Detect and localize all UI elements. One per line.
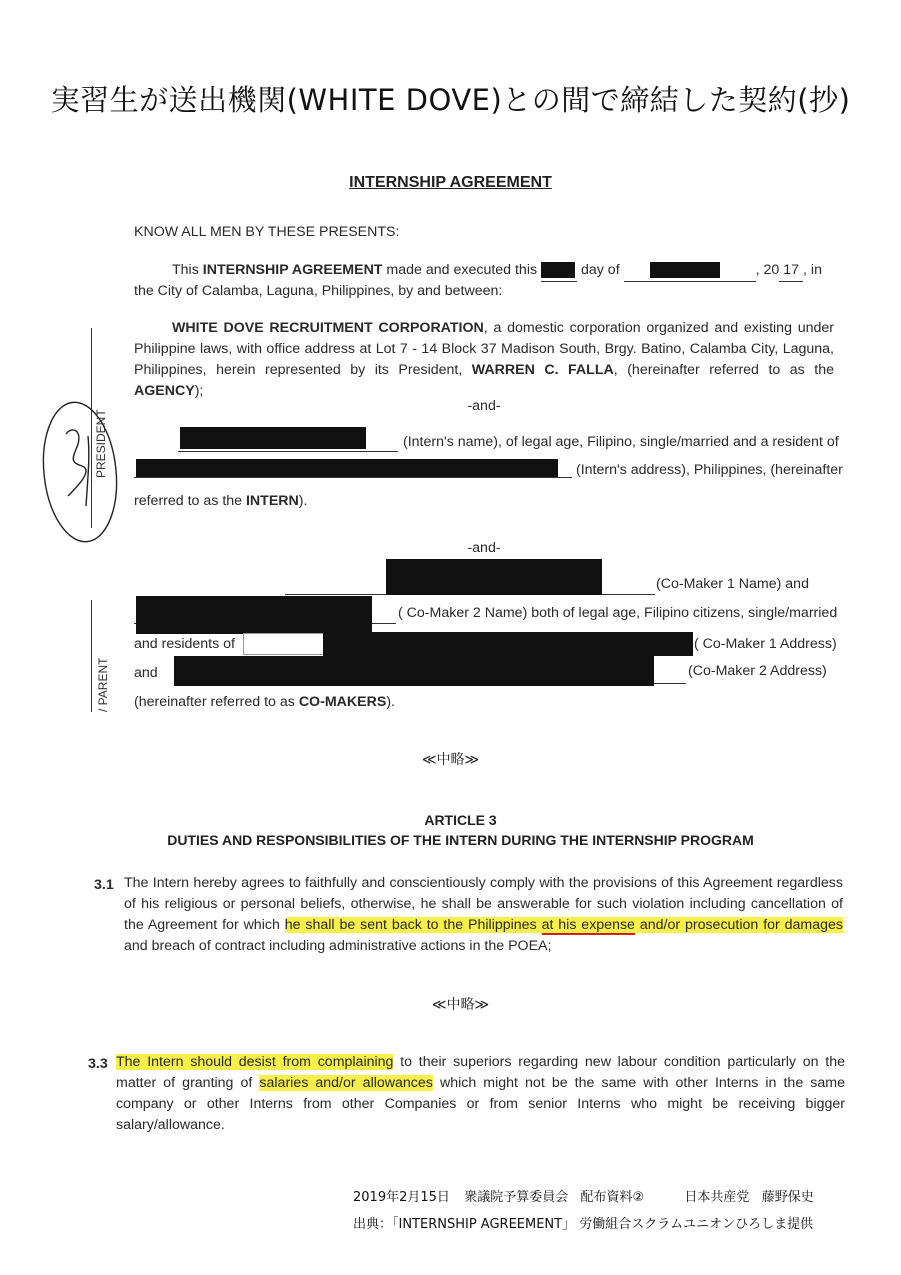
intro-day: day of <box>580 262 620 278</box>
omission-marker-2: ≪中略≫ <box>431 997 490 1013</box>
agency-president: WARREN C. FALLA <box>471 362 614 378</box>
comaker-line-1: (Co-Maker 1 Name) and <box>656 576 809 592</box>
article-number: ARTICLE 3 <box>424 812 497 828</box>
section-3-3-text <box>116 1052 845 1136</box>
s31-text-2: and breach of contract including administrative actions in the POEA; <box>124 938 552 954</box>
intro-in: , in <box>803 262 822 278</box>
omission-marker-1: ≪中略≫ <box>421 752 480 768</box>
footer-line-1 <box>353 1186 814 1205</box>
redaction-comaker2-name <box>136 596 372 634</box>
know-all-line: KNOW ALL MEN BY THESE PRESENTS: <box>134 224 400 240</box>
intern-line-1: (Intern's name), of legal age, Filipino, single/married and a resident of <box>403 434 839 450</box>
comaker-line-3b: ( Co-Maker 1 Address) <box>694 636 837 652</box>
agency-name: WHITE DOVE RECRUITMENT CORPORATION <box>172 320 484 336</box>
comaker-line-2: ( Co-Maker 2 Name) both of legal age, Filipino citizens, single/married <box>398 605 838 621</box>
intro-year: 17 <box>779 260 803 282</box>
s33-highlight-2: salaries and/or allowances <box>259 1075 433 1091</box>
comaker-line-4a: and <box>134 665 158 681</box>
comaker-text-5a: (hereinafter referred to as <box>134 694 299 710</box>
comaker-term: CO-MAKERS <box>298 694 387 710</box>
footer-date: 2019年2月15日 <box>353 1190 450 1205</box>
section-3-1-number: 3.1 <box>94 877 114 893</box>
and-separator-1: -and- <box>467 398 501 414</box>
redaction-comaker1-address <box>323 632 693 656</box>
agreement-title: INTERNSHIP AGREEMENT <box>349 174 552 191</box>
comaker-line-4b: (Co-Maker 2 Address) <box>688 663 827 679</box>
redaction-day <box>541 262 575 278</box>
intro-text-2: made and executed this <box>382 262 538 278</box>
agency-paragraph <box>134 318 834 402</box>
comaker-line-5 <box>134 692 395 713</box>
s31-highlight-red: at his expense <box>541 917 635 933</box>
intro-bold: INTERNSHIP AGREEMENT <box>202 262 383 278</box>
redaction-month <box>650 262 720 278</box>
intro-text-1: This <box>172 262 203 278</box>
redaction-intern-address <box>136 459 558 477</box>
president-label: PRESIDENT <box>94 409 108 478</box>
intern-name-line <box>178 451 398 452</box>
signature-mark <box>38 396 128 546</box>
article-title: DUTIES AND RESPONSIBILITIES OF THE INTERN DURING THE INTERNSHIP PROGRAM <box>167 832 754 848</box>
s31-text-1: The Intern hereby agrees to faithfully and conscientiously comply with the provisions of this Agreement regardless of his religious or personal beliefs, otherwise, he shall be answerable for such violation including cancellation of the Agreement for which <box>124 875 843 933</box>
page-title: 実習生が送出機関(WHITE DOVE)との間で締結した契約(抄) <box>50 83 851 117</box>
s31-highlight-2: and/or prosecution for damages <box>634 917 844 933</box>
section-3-1-text <box>124 873 843 957</box>
intro-year-prefix: , 20 <box>755 262 780 278</box>
intern-address-line <box>134 477 572 478</box>
intern-term: INTERN <box>245 493 299 509</box>
day-blank <box>541 260 577 282</box>
intro-paragraph <box>134 260 834 282</box>
footer-party: 日本共産党 <box>684 1190 750 1205</box>
intern-text-3a: referred to as the <box>134 493 246 509</box>
comaker1-address-box <box>243 633 325 655</box>
s33-text-2: which might not be the same with other Interns in the same company or other Interns from other Companies or from senior Interns who might be receiving bigger salary/allowance. <box>116 1075 845 1133</box>
agency-text-2: , (hereinafter referred to as the <box>613 362 834 378</box>
footer-material: 配布資料② <box>580 1190 645 1205</box>
footer-line-2: 出典：「INTERNSHIP AGREEMENT」 労働組合スクラムユニオンひろしま提供 <box>353 1217 814 1232</box>
s31-highlight-1: he shall be sent back to the Philippines <box>284 917 542 933</box>
s33-highlight-1: The Intern should desist from complaining <box>116 1054 394 1070</box>
agency-term: AGENCY <box>134 383 195 399</box>
intro-line2: the City of Calamba, Laguna, Philippines, by and between: <box>134 283 503 299</box>
footer-committee: 衆議院予算委員会 <box>464 1190 569 1205</box>
margin-line-2 <box>91 600 92 712</box>
agency-text-3: ); <box>194 383 204 399</box>
comaker-text-5b: ). <box>386 694 395 710</box>
parent-label: / PARENT <box>96 657 110 712</box>
redaction-intern-name <box>180 427 366 449</box>
intern-text-3b: ). <box>298 493 308 509</box>
agency-text-1: , a domestic corporation organized and existing under Philippine laws, with office address at Lot 7 - 14 Block 37 Madison South, Brgy. Batino, Calamba City, Laguna, Philippines, herein represented by its President, <box>134 320 834 378</box>
and-separator-2: -and- <box>467 540 501 556</box>
redaction-comaker2-address <box>174 656 654 686</box>
section-3-3-number: 3.3 <box>88 1056 108 1072</box>
s33-text-1: to their superiors regarding new labour condition particularly on the matter of granting of <box>116 1054 846 1091</box>
footer-member: 藤野保史 <box>761 1190 814 1205</box>
redaction-comaker1-name <box>386 559 602 595</box>
comaker-line-3a: and residents of <box>134 634 239 655</box>
month-blank <box>624 260 756 282</box>
intern-line-3 <box>134 491 307 512</box>
intern-line-2: (Intern's address), Philippines, (hereinafter <box>576 462 843 478</box>
